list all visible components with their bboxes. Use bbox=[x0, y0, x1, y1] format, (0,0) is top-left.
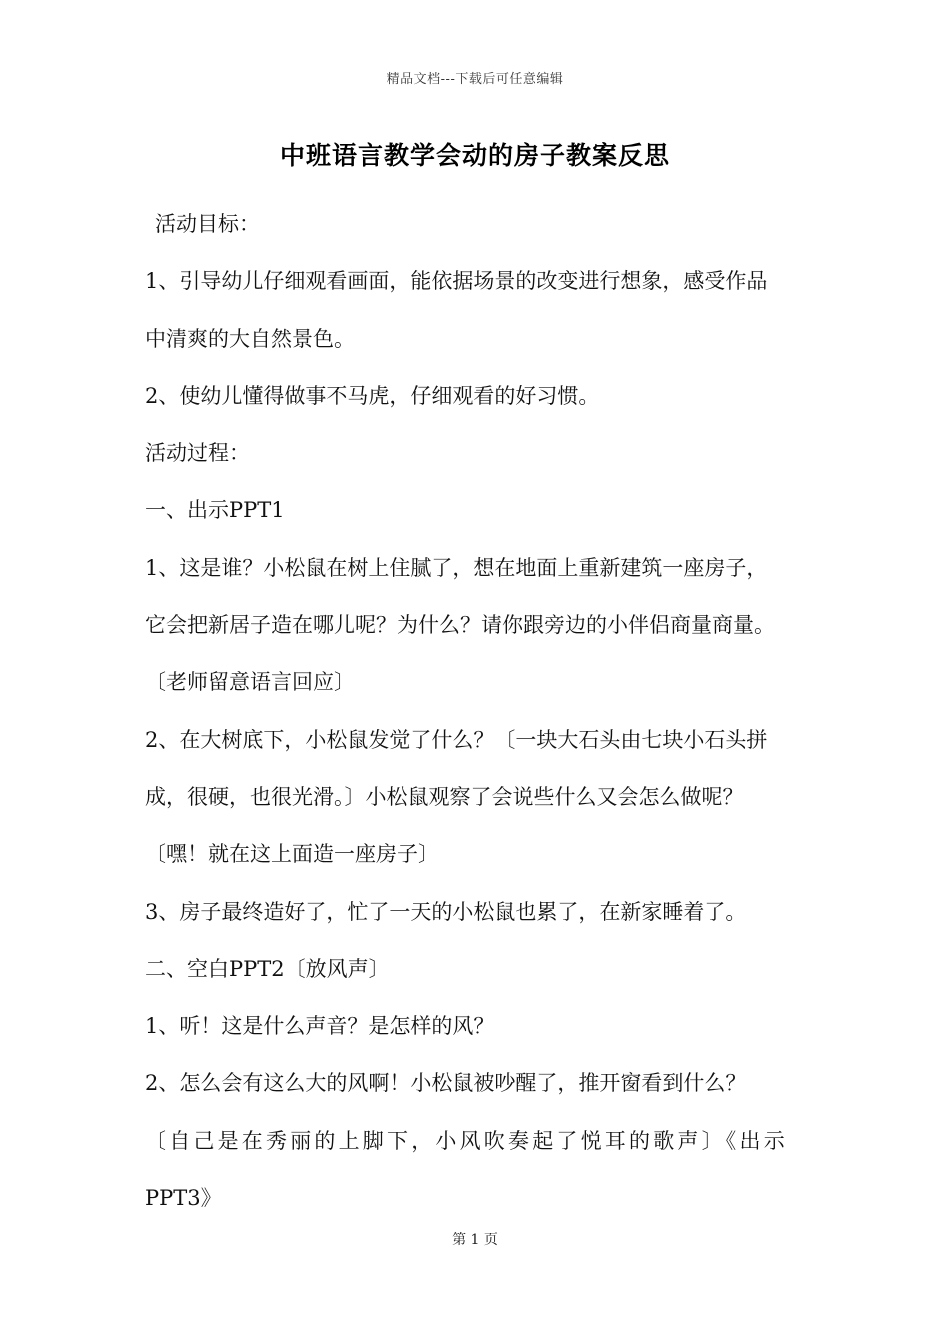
header-note: 精品文档---下载后可任意编辑 bbox=[386, 72, 564, 87]
page-title: 中班语言教学会动的房子教案反思 bbox=[279, 141, 670, 170]
paragraph: 1、听！这是什么声音？是怎样的风？ bbox=[145, 1014, 495, 1039]
paragraph: PPT3》 bbox=[145, 1186, 222, 1211]
paragraph: 它会把新居子造在哪儿呢？为什么？请你跟旁边的小伴侣商量商量。 bbox=[145, 613, 775, 638]
paragraph: 3、房子最终造好了，忙了一天的小松鼠也累了，在新家睡着了。 bbox=[145, 899, 747, 924]
paragraph: 2、怎么会有这么大的风啊！小松鼠被吵醒了，推开窗看到什么？ bbox=[145, 1071, 747, 1096]
paragraph: 〔老师留意语言回应〕 bbox=[145, 670, 355, 695]
page-number: 第 1 页 bbox=[452, 1232, 498, 1248]
paragraph: 成，很硬，也很光滑。〕小松鼠观察了会说些什么又会怎么做呢？ bbox=[145, 784, 744, 809]
paragraph: 中清爽的大自然景色。 bbox=[145, 326, 355, 351]
subsection-heading: 二、空白PPT2〔放风声〕 bbox=[145, 956, 390, 981]
subsection-heading: 一、出示PPT1 bbox=[145, 498, 285, 523]
document-body bbox=[145, 196, 820, 1227]
paragraph: 〔嘿！就在这上面造一座房子〕 bbox=[145, 842, 439, 867]
section-heading-process: 活动过程： bbox=[145, 441, 250, 466]
section-heading-goals: 活动目标： bbox=[155, 212, 260, 236]
paragraph: 2、在大树底下，小松鼠发觉了什么？〔一块大石头由七块小石头拼 bbox=[145, 727, 768, 752]
paragraph: 〔自己是在秀丽的上脚下，小风吹奏起了悦耳的歌声〕《出示 bbox=[145, 1128, 788, 1153]
paragraph: 1、引导幼儿仔细观看画面，能依据场景的改变进行想象，感受作品 bbox=[145, 269, 768, 294]
paragraph: 2、使幼儿懂得做事不马虎，仔细观看的好习惯。 bbox=[145, 383, 600, 408]
paragraph: 1、这是谁？小松鼠在树上住腻了，想在地面上重新建筑一座房子， bbox=[145, 555, 768, 580]
